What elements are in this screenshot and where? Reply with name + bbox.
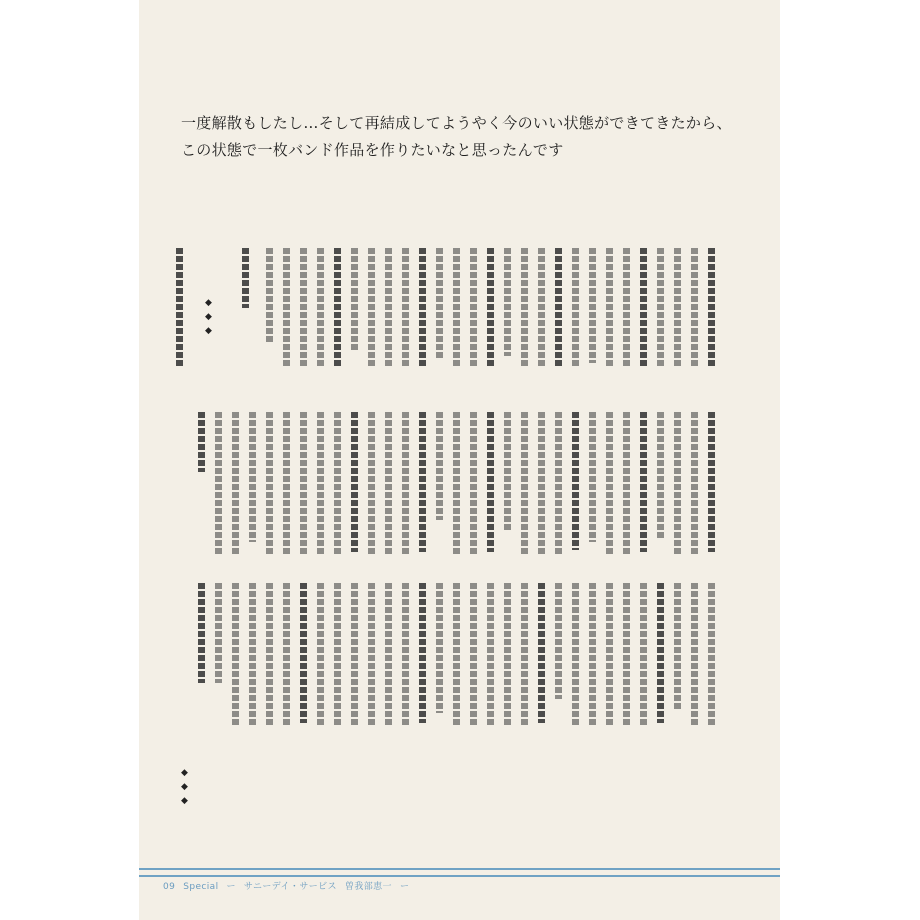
text-column (215, 412, 222, 554)
page-number: 09 (163, 882, 176, 892)
text-column (606, 248, 613, 368)
text-column (623, 412, 630, 554)
text-column (691, 583, 698, 725)
footer-rule-top (139, 868, 780, 870)
text-column (385, 248, 392, 368)
text-column (572, 583, 579, 725)
text-column (657, 412, 664, 538)
section-divider-diamonds (205, 296, 212, 338)
text-column (487, 248, 494, 366)
text-column (453, 583, 460, 725)
text-column (351, 248, 358, 352)
text-column (283, 248, 290, 368)
footer-dash: ー (226, 882, 236, 892)
text-column (708, 248, 715, 366)
text-column (640, 583, 647, 725)
text-column (317, 583, 324, 725)
text-column (453, 248, 460, 368)
text-column (368, 412, 375, 554)
text-column (708, 412, 715, 552)
text-column (436, 583, 443, 713)
diamond-icon: ◆ (181, 768, 188, 778)
section-label: Special (183, 882, 219, 892)
text-column (521, 248, 528, 368)
text-column (317, 412, 324, 554)
text-column (674, 583, 681, 709)
text-column (300, 248, 307, 368)
text-column (368, 583, 375, 725)
text-column (691, 412, 698, 554)
text-column (419, 583, 426, 723)
text-column (351, 412, 358, 552)
text-column (232, 583, 239, 725)
text-column (606, 583, 613, 725)
text-column (351, 583, 358, 725)
headline-line-1: 一度解散もしたし…そして再結成してようやく今のいい状態ができてきたから、 (181, 114, 732, 132)
footer-dash-end: ー (399, 882, 410, 892)
text-column (708, 583, 715, 725)
text-column (436, 248, 443, 360)
artist-name: 曽我部恵一 (344, 882, 392, 892)
text-column (589, 248, 596, 363)
text-column (385, 583, 392, 725)
text-column (266, 248, 273, 344)
page-footer (163, 879, 417, 892)
text-column (538, 248, 545, 368)
text-column (249, 583, 256, 725)
text-column (300, 412, 307, 554)
diamond-icon: ◆ (181, 796, 188, 806)
text-column (657, 583, 664, 723)
text-column (504, 583, 511, 725)
text-column (674, 248, 681, 368)
text-column (470, 412, 477, 554)
text-column (640, 248, 647, 366)
text-column (368, 248, 375, 368)
text-column (283, 583, 290, 725)
text-column (640, 412, 647, 552)
text-column (402, 248, 409, 368)
text-column (538, 583, 545, 723)
text-column (419, 248, 426, 366)
text-column (215, 583, 222, 683)
diamond-icon: ◆ (205, 312, 212, 322)
text-column (176, 248, 183, 368)
text-column (283, 412, 290, 554)
text-column (521, 583, 528, 725)
band-name: サニーデイ・サービス (243, 882, 337, 892)
text-column (419, 412, 426, 552)
text-column (317, 248, 324, 368)
diamond-icon: ◆ (205, 298, 212, 308)
text-column (402, 412, 409, 554)
diamond-icon: ◆ (205, 326, 212, 336)
text-column (589, 412, 596, 542)
text-column (606, 412, 613, 554)
text-column (242, 248, 249, 308)
diamond-icon: ◆ (181, 782, 188, 792)
text-column (385, 412, 392, 554)
text-column (538, 412, 545, 554)
text-column (674, 412, 681, 554)
text-column (504, 248, 511, 356)
text-column (657, 248, 664, 368)
text-column (555, 583, 562, 699)
text-column (470, 583, 477, 725)
text-column (572, 248, 579, 368)
text-column (470, 248, 477, 368)
text-column (266, 412, 273, 554)
text-column (572, 412, 579, 550)
text-column (198, 583, 205, 683)
text-column (198, 412, 205, 472)
text-column (334, 248, 341, 366)
text-column (555, 248, 562, 366)
text-column (623, 248, 630, 368)
text-column (589, 583, 596, 725)
text-column (691, 248, 698, 368)
text-column (266, 583, 273, 725)
text-column (334, 583, 341, 725)
text-column (249, 412, 256, 542)
pull-quote-headline (181, 110, 741, 164)
text-column (436, 412, 443, 520)
text-column (334, 412, 341, 554)
footer-rule-bottom (139, 875, 780, 877)
text-column (555, 412, 562, 554)
text-column (487, 583, 494, 725)
text-column (521, 412, 528, 554)
section-divider-diamonds (181, 766, 188, 808)
text-column (623, 583, 630, 725)
text-column (504, 412, 511, 532)
text-column (487, 412, 494, 552)
headline-line-2: この状態で一枚バンド作品を作りたいなと思ったんです (181, 141, 564, 159)
text-column (453, 412, 460, 554)
text-column (232, 412, 239, 554)
text-column (402, 583, 409, 725)
text-column (300, 583, 307, 723)
